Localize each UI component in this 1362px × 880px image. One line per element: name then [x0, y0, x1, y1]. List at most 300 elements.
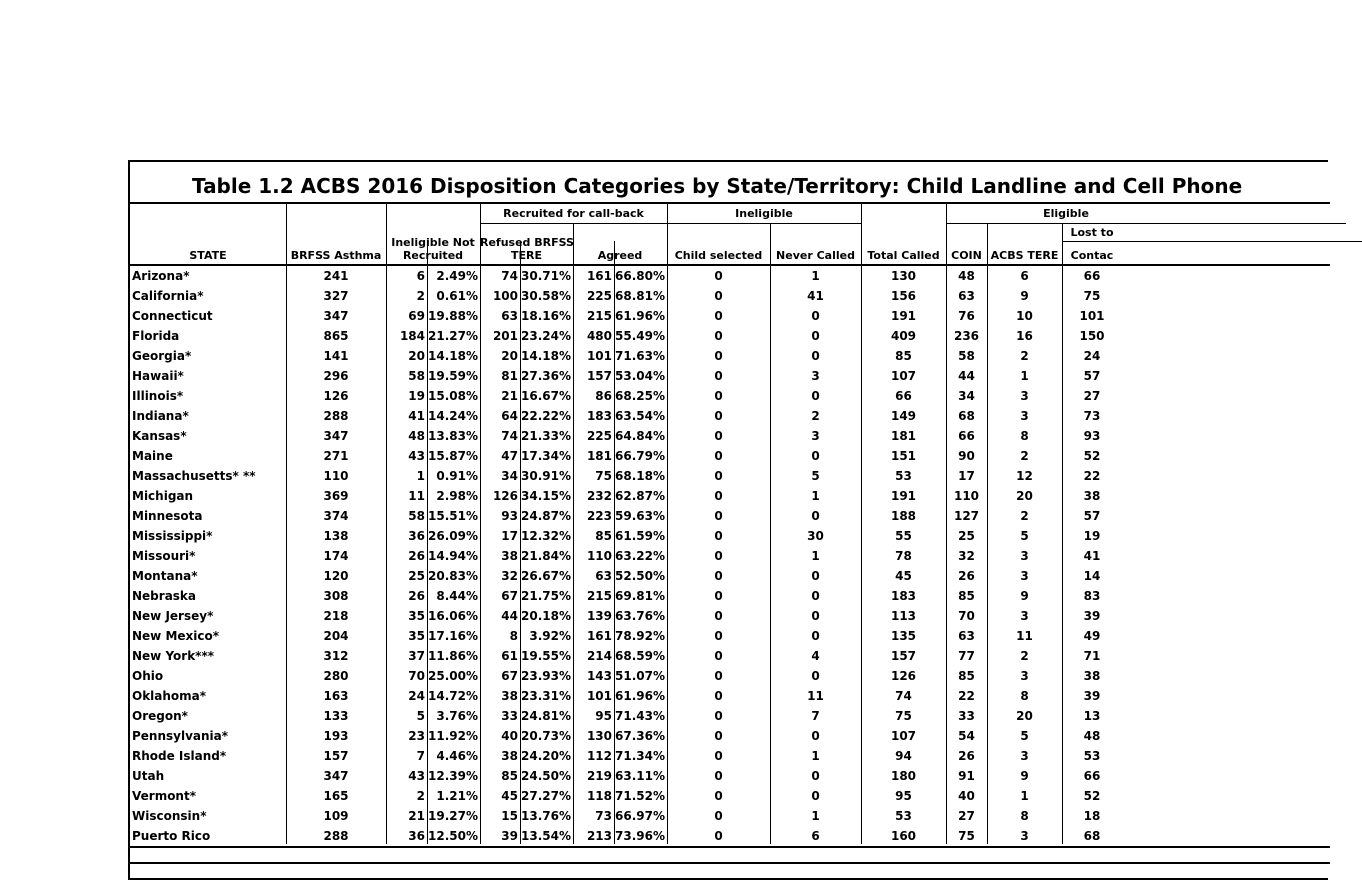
value-cell: 64: [501, 409, 518, 423]
value-cell: 33: [958, 709, 975, 723]
col-header-ineligible-not-line1: Ineligible Not: [391, 236, 475, 249]
value-cell: 0: [714, 369, 723, 383]
value-cell: 236: [953, 329, 980, 343]
value-cell: 15: [501, 809, 518, 823]
value-cell: 45: [501, 789, 518, 803]
value-cell: 27: [958, 809, 975, 823]
value-cell: 8: [1020, 809, 1029, 823]
value-cell: 27.27%: [521, 789, 571, 803]
value-cell: 55: [895, 529, 912, 543]
value-cell: 165: [323, 789, 349, 803]
value-cell: 20.73%: [521, 729, 571, 743]
state-cell: Oklahoma*: [132, 689, 207, 703]
table-row: [130, 766, 1122, 786]
value-cell: 0: [811, 589, 820, 603]
value-cell: 68.18%: [615, 469, 665, 483]
value-cell: 85: [895, 349, 912, 363]
value-cell: 127: [953, 509, 980, 523]
value-cell: 12.32%: [521, 529, 571, 543]
value-cell: 26: [958, 569, 975, 583]
value-cell: 4.46%: [436, 749, 478, 763]
value-cell: 130: [586, 729, 612, 743]
value-cell: 47: [501, 449, 518, 463]
value-cell: 118: [586, 789, 612, 803]
value-cell: 0: [714, 729, 723, 743]
value-cell: 38: [1083, 489, 1101, 503]
value-cell: 0: [714, 489, 723, 503]
value-cell: 19.27%: [428, 809, 478, 823]
value-cell: 63.54%: [615, 409, 665, 423]
value-cell: 13.76%: [521, 809, 571, 823]
value-cell: 288: [323, 829, 349, 843]
value-cell: 3: [1020, 749, 1029, 763]
value-cell: 61: [501, 649, 518, 663]
state-cell: New Mexico*: [132, 629, 220, 643]
value-cell: 1: [1020, 789, 1029, 803]
value-cell: 215: [586, 589, 612, 603]
value-cell: 22: [958, 689, 975, 703]
value-cell: 18: [1083, 809, 1101, 823]
value-cell: 64.84%: [615, 429, 665, 443]
state-cell: Pennsylvania*: [132, 729, 229, 743]
value-cell: 70: [408, 669, 425, 683]
value-cell: 75: [958, 829, 975, 843]
value-cell: 0: [714, 429, 723, 443]
value-cell: 201: [492, 329, 518, 343]
value-cell: 232: [586, 489, 612, 503]
value-cell: 126: [492, 489, 518, 503]
value-cell: 39: [1083, 689, 1101, 703]
table-row: [130, 686, 1122, 706]
value-cell: 51.07%: [615, 669, 665, 683]
value-cell: 135: [890, 629, 917, 643]
state-cell: Mississippi*: [132, 529, 213, 543]
value-cell: 68.81%: [615, 289, 665, 303]
value-cell: 27.36%: [521, 369, 571, 383]
value-cell: 1: [811, 489, 820, 503]
value-cell: 0: [811, 329, 820, 343]
value-cell: 63.76%: [615, 609, 665, 623]
value-cell: 30.71%: [521, 269, 571, 283]
value-cell: 130: [890, 269, 917, 283]
group-header-recruited: Recruited for call-back: [503, 207, 644, 220]
value-cell: 23.24%: [521, 329, 571, 343]
state-cell: Utah: [132, 769, 165, 783]
table-row: [130, 406, 1122, 426]
col-header-ineligible-not-line2: Recruited: [402, 249, 464, 262]
col-header-acbs-tere: ACBS TERE: [990, 249, 1059, 262]
value-cell: 3: [1020, 609, 1029, 623]
value-cell: 21.75%: [521, 589, 571, 603]
state-cell: Georgia*: [132, 349, 192, 363]
value-cell: 191: [890, 309, 917, 323]
value-cell: 34: [501, 469, 518, 483]
state-cell: Massachusetts* **: [132, 469, 256, 483]
value-cell: 0: [714, 689, 723, 703]
value-cell: 2.49%: [436, 269, 478, 283]
value-cell: 44: [501, 609, 518, 623]
table-row: [130, 446, 1122, 466]
value-cell: 204: [323, 629, 349, 643]
value-cell: 0: [811, 629, 820, 643]
col-header-state: STATE: [189, 249, 227, 262]
value-cell: 74: [501, 429, 518, 443]
group-header-ineligible: Ineligible: [735, 207, 793, 220]
value-cell: 139: [586, 609, 612, 623]
state-cell: Maine: [132, 449, 173, 463]
value-cell: 14.18%: [428, 349, 478, 363]
value-cell: 215: [586, 309, 612, 323]
value-cell: 107: [890, 729, 917, 743]
value-cell: 44: [958, 369, 975, 383]
value-cell: 43: [408, 449, 425, 463]
value-cell: 6: [811, 829, 820, 843]
value-cell: 0: [714, 669, 723, 683]
value-cell: 86: [595, 389, 612, 403]
value-cell: 24.81%: [521, 709, 571, 723]
state-cell: Illinois*: [132, 389, 184, 403]
value-cell: 85: [958, 669, 975, 683]
value-cell: 74: [501, 269, 518, 283]
state-cell: Florida: [132, 329, 180, 343]
value-cell: 14: [1083, 569, 1101, 583]
value-cell: 23: [408, 729, 425, 743]
value-cell: 30.91%: [521, 469, 571, 483]
value-cell: 21: [408, 809, 425, 823]
table-row: [130, 346, 1122, 366]
value-cell: 68.59%: [615, 649, 665, 663]
state-cell: Michigan: [132, 489, 194, 503]
value-cell: 0: [714, 789, 723, 803]
value-cell: 19.55%: [521, 649, 571, 663]
value-cell: 34.15%: [521, 489, 571, 503]
value-cell: 2: [811, 409, 820, 423]
value-cell: 865: [323, 329, 349, 343]
value-cell: 16.06%: [428, 609, 478, 623]
value-cell: 22: [1083, 469, 1101, 483]
table-row: [130, 546, 1122, 566]
value-cell: 33: [501, 709, 518, 723]
value-cell: 38: [501, 689, 518, 703]
value-cell: 81: [501, 369, 518, 383]
value-cell: 49: [1083, 629, 1101, 643]
value-cell: 0: [714, 589, 723, 603]
value-cell: 180: [890, 769, 917, 783]
value-cell: 93: [501, 509, 518, 523]
value-cell: 1: [811, 269, 820, 283]
state-cell: New York***: [132, 649, 215, 663]
value-cell: 53: [895, 469, 912, 483]
table-row: [130, 326, 1122, 346]
value-cell: 7: [416, 749, 425, 763]
value-cell: 126: [890, 669, 917, 683]
value-cell: 296: [323, 369, 349, 383]
value-cell: 2: [1020, 509, 1029, 523]
table-row: [130, 786, 1122, 806]
value-cell: 52.50%: [615, 569, 665, 583]
value-cell: 160: [890, 829, 917, 843]
value-cell: 24.20%: [521, 749, 571, 763]
value-cell: 0: [811, 729, 820, 743]
state-cell: Ohio: [132, 669, 164, 683]
value-cell: 1: [811, 749, 820, 763]
value-cell: 157: [323, 749, 349, 763]
value-cell: 14.18%: [521, 349, 571, 363]
value-cell: 68: [1083, 829, 1101, 843]
value-cell: 1: [811, 809, 820, 823]
value-cell: 3: [811, 369, 820, 383]
value-cell: 71.63%: [615, 349, 665, 363]
value-cell: 271: [323, 449, 349, 463]
value-cell: 94: [895, 749, 912, 763]
state-cell: Montana*: [132, 569, 198, 583]
value-cell: 214: [586, 649, 612, 663]
value-cell: 35: [408, 609, 425, 623]
table-row: [130, 426, 1122, 446]
value-cell: 66: [895, 389, 912, 403]
table-row: [130, 806, 1122, 826]
value-cell: 27: [1083, 389, 1101, 403]
value-cell: 5: [416, 709, 425, 723]
value-cell: 73: [595, 809, 612, 823]
value-cell: 9: [1020, 769, 1029, 783]
value-cell: 21.33%: [521, 429, 571, 443]
value-cell: 347: [323, 309, 349, 323]
value-cell: 0: [714, 269, 723, 283]
value-cell: 59.63%: [615, 509, 665, 523]
state-cell: Indiana*: [132, 409, 189, 423]
value-cell: 3: [1020, 389, 1029, 403]
value-cell: 71.43%: [615, 709, 665, 723]
value-cell: 149: [890, 409, 917, 423]
value-cell: 26.09%: [428, 529, 478, 543]
value-cell: 161: [586, 629, 612, 643]
table-row: [130, 306, 1122, 326]
value-cell: 53.04%: [615, 369, 665, 383]
value-cell: 1.21%: [436, 789, 478, 803]
grid-line: [480, 223, 861, 224]
value-cell: 0: [714, 569, 723, 583]
value-cell: 58: [408, 369, 425, 383]
value-cell: 73.96%: [615, 829, 665, 843]
value-cell: 55.49%: [615, 329, 665, 343]
value-cell: 63.11%: [615, 769, 665, 783]
value-cell: 181: [890, 429, 917, 443]
value-cell: 0: [714, 709, 723, 723]
value-cell: 34: [958, 389, 975, 403]
grid-line: [1062, 241, 1362, 242]
value-cell: 38: [1083, 669, 1101, 683]
col-header-agreed: Agreed: [597, 249, 643, 262]
value-cell: 24: [408, 689, 425, 703]
value-cell: 138: [323, 529, 349, 543]
table-row: [130, 666, 1122, 686]
value-cell: 90: [958, 449, 975, 463]
state-cell: Arizona*: [132, 269, 190, 283]
value-cell: 3: [1020, 409, 1029, 423]
value-cell: 0: [714, 809, 723, 823]
value-cell: 10: [1016, 309, 1033, 323]
value-cell: 5: [811, 469, 820, 483]
value-cell: 20: [1016, 489, 1033, 503]
value-cell: 0: [811, 449, 820, 463]
value-cell: 225: [586, 289, 612, 303]
value-cell: 95: [895, 789, 912, 803]
table-row: [130, 586, 1122, 606]
value-cell: 312: [323, 649, 349, 663]
value-cell: 0: [811, 769, 820, 783]
value-cell: 9: [1020, 589, 1029, 603]
value-cell: 0: [714, 309, 723, 323]
value-cell: 21.84%: [521, 549, 571, 563]
value-cell: 2.98%: [436, 489, 478, 503]
value-cell: 41: [807, 289, 824, 303]
value-cell: 213: [586, 829, 612, 843]
value-cell: 48: [408, 429, 425, 443]
value-cell: 0: [811, 349, 820, 363]
table-row: [130, 706, 1122, 726]
value-cell: 183: [890, 589, 917, 603]
value-cell: 2: [1020, 349, 1029, 363]
table-row: [130, 746, 1122, 766]
value-cell: 0: [714, 449, 723, 463]
table-title: Table 1.2 ACBS 2016 Disposition Categories by State/Territory: Child Landline and Cell Phone: [130, 162, 1330, 204]
value-cell: 21.27%: [428, 329, 478, 343]
value-cell: 6: [1020, 269, 1029, 283]
state-cell: Vermont*: [132, 789, 196, 803]
value-cell: 0: [714, 349, 723, 363]
value-cell: 184: [399, 329, 425, 343]
value-cell: 19.59%: [428, 369, 478, 383]
value-cell: 36: [408, 529, 425, 543]
value-cell: 3.92%: [529, 629, 571, 643]
value-cell: 45: [895, 569, 912, 583]
value-cell: 219: [586, 769, 612, 783]
value-cell: 0: [714, 529, 723, 543]
value-cell: 17: [958, 469, 975, 483]
value-cell: 2: [416, 289, 425, 303]
value-cell: 157: [586, 369, 612, 383]
value-cell: 8: [509, 629, 518, 643]
value-cell: 191: [890, 489, 917, 503]
value-cell: 25.00%: [428, 669, 478, 683]
value-cell: 66.79%: [615, 449, 665, 463]
value-cell: 26.67%: [521, 569, 571, 583]
value-cell: 181: [586, 449, 612, 463]
value-cell: 280: [323, 669, 349, 683]
value-cell: 347: [323, 429, 349, 443]
value-cell: 26: [958, 749, 975, 763]
value-cell: 374: [323, 509, 349, 523]
value-cell: 0: [811, 789, 820, 803]
value-cell: 188: [890, 509, 917, 523]
value-cell: 3.76%: [436, 709, 478, 723]
value-cell: 163: [323, 689, 349, 703]
state-cell: California*: [132, 289, 204, 303]
state-cell: Missouri*: [132, 549, 196, 563]
value-cell: 32: [958, 549, 975, 563]
value-cell: 83: [1083, 589, 1101, 603]
value-cell: 95: [595, 709, 612, 723]
value-cell: 19.88%: [428, 309, 478, 323]
value-cell: 183: [586, 409, 612, 423]
col-header-total-called: Total Called: [867, 249, 940, 262]
value-cell: 32: [501, 569, 518, 583]
table-row: [130, 366, 1122, 386]
value-cell: 57: [1083, 369, 1101, 383]
value-cell: 11: [807, 689, 824, 703]
value-cell: 141: [323, 349, 349, 363]
state-cell: Minnesota: [132, 509, 203, 523]
value-cell: 17: [501, 529, 518, 543]
value-cell: 12.50%: [428, 829, 478, 843]
state-cell: Oregon*: [132, 709, 188, 723]
value-cell: 23.31%: [521, 689, 571, 703]
value-cell: 73: [1083, 409, 1101, 423]
value-cell: 0: [811, 509, 820, 523]
value-cell: 0: [714, 649, 723, 663]
col-header-contact: Contac: [1070, 249, 1114, 262]
value-cell: 120: [323, 569, 349, 583]
value-cell: 7: [811, 709, 820, 723]
value-cell: 40: [501, 729, 518, 743]
value-cell: 1: [811, 549, 820, 563]
table-footer-row: [130, 846, 1330, 864]
value-cell: 48: [958, 269, 975, 283]
value-cell: 48: [1083, 729, 1101, 743]
value-cell: 174: [323, 549, 349, 563]
value-cell: 126: [323, 389, 349, 403]
col-header-brfss-asthma: BRFSS Asthma: [290, 249, 382, 262]
value-cell: 225: [586, 429, 612, 443]
table-row: [130, 526, 1122, 546]
value-cell: 24: [1083, 349, 1101, 363]
value-cell: 107: [890, 369, 917, 383]
value-cell: 20: [501, 349, 518, 363]
value-cell: 70: [958, 609, 975, 623]
value-cell: 20.83%: [428, 569, 478, 583]
value-cell: 0: [811, 669, 820, 683]
value-cell: 0: [714, 469, 723, 483]
value-cell: 74: [895, 689, 912, 703]
value-cell: 0: [714, 409, 723, 423]
value-cell: 14.94%: [428, 549, 478, 563]
value-cell: 0: [714, 329, 723, 343]
value-cell: 61.96%: [615, 309, 665, 323]
value-cell: 85: [595, 529, 612, 543]
value-cell: 157: [890, 649, 917, 663]
value-cell: 133: [323, 709, 349, 723]
value-cell: 13.54%: [521, 829, 571, 843]
value-cell: 0: [714, 829, 723, 843]
value-cell: 0: [714, 609, 723, 623]
value-cell: 75: [595, 469, 612, 483]
value-cell: 101: [586, 349, 612, 363]
value-cell: 0: [714, 549, 723, 563]
table-row: [130, 466, 1122, 486]
value-cell: 66: [958, 429, 975, 443]
value-cell: 63: [958, 629, 975, 643]
value-cell: 5: [1020, 729, 1029, 743]
value-cell: 24.87%: [521, 509, 571, 523]
value-cell: 113: [890, 609, 917, 623]
value-cell: 12: [1016, 469, 1033, 483]
value-cell: 327: [323, 289, 349, 303]
value-cell: 4: [811, 649, 820, 663]
value-cell: 37: [408, 649, 425, 663]
table-row: [130, 726, 1122, 746]
col-header-coin: COIN: [951, 249, 982, 262]
